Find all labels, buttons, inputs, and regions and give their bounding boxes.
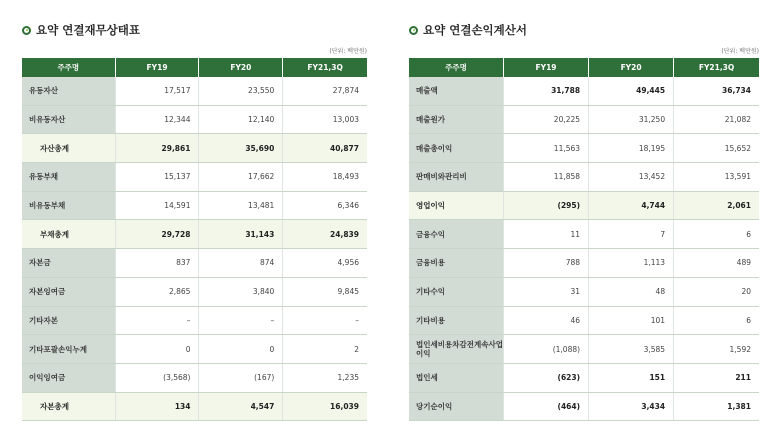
row-label: 자본총계 xyxy=(22,392,115,421)
table-header-row xyxy=(22,58,367,77)
cell-value: (167) xyxy=(199,363,283,392)
income-statement-title-text: 요약 연결손익계산서 xyxy=(423,23,527,37)
cell-value: 27,874 xyxy=(283,77,367,105)
table-row xyxy=(409,134,759,163)
cell-value: 31,788 xyxy=(504,77,589,105)
cell-value: 31,143 xyxy=(199,220,283,249)
cell-value: 3,585 xyxy=(589,335,674,364)
balance-sheet-title-text: 요약 연결재무상태표 xyxy=(36,23,140,37)
row-label: 유동자산 xyxy=(22,77,115,105)
table-header-row xyxy=(409,58,759,77)
table-row xyxy=(22,77,367,105)
table-row xyxy=(22,335,367,364)
cell-value: 2,061 xyxy=(674,191,759,220)
cell-value: 6 xyxy=(674,220,759,249)
cell-value: 13,003 xyxy=(283,105,367,134)
table-row xyxy=(409,363,759,392)
column-header: FY19 xyxy=(504,58,589,77)
cell-value: 29,728 xyxy=(115,220,199,249)
unit-note: (단위: 백만원) xyxy=(721,48,759,55)
bullet-icon xyxy=(409,26,418,35)
cell-value: 13,591 xyxy=(674,163,759,192)
table-row-total xyxy=(22,220,367,249)
column-header: FY20 xyxy=(199,58,283,77)
cell-value: 18,195 xyxy=(589,134,674,163)
cell-value: 21,082 xyxy=(674,105,759,134)
column-header: FY21,3Q xyxy=(674,58,759,77)
row-label: 판매비와관리비 xyxy=(409,163,504,192)
cell-value: 211 xyxy=(674,363,759,392)
table-row xyxy=(409,77,759,105)
row-label: 유동부채 xyxy=(22,163,115,192)
cell-value: 101 xyxy=(589,306,674,335)
table-row xyxy=(22,191,367,220)
cell-value: – xyxy=(199,306,283,335)
row-label: 금융비용 xyxy=(409,249,504,278)
cell-value: – xyxy=(115,306,199,335)
table-row-total xyxy=(22,134,367,163)
cell-value: 13,481 xyxy=(199,191,283,220)
cell-value: 4,547 xyxy=(199,392,283,421)
table-row-total xyxy=(409,191,759,220)
cell-value: 7 xyxy=(589,220,674,249)
row-label: 법인세비용차감전계속사업이익 xyxy=(409,335,504,364)
row-label: 비유동자산 xyxy=(22,105,115,134)
column-header: FY20 xyxy=(589,58,674,77)
cell-value: 46 xyxy=(504,306,589,335)
column-header: FY19 xyxy=(115,58,199,77)
cell-value: (623) xyxy=(504,363,589,392)
cell-value: 29,861 xyxy=(115,134,199,163)
cell-value: 35,690 xyxy=(199,134,283,163)
cell-value: 1,381 xyxy=(674,392,759,421)
cell-value: 6 xyxy=(674,306,759,335)
cell-value: (464) xyxy=(504,392,589,421)
row-label: 이익잉여금 xyxy=(22,363,115,392)
cell-value: 4,744 xyxy=(589,191,674,220)
row-label: 기타자본 xyxy=(22,306,115,335)
cell-value: 17,517 xyxy=(115,77,199,105)
cell-value: 31 xyxy=(504,277,589,306)
cell-value: 11,563 xyxy=(504,134,589,163)
table-row xyxy=(22,363,367,392)
table-row xyxy=(409,220,759,249)
cell-value: 134 xyxy=(115,392,199,421)
table-row xyxy=(22,105,367,134)
row-label: 부채총계 xyxy=(22,220,115,249)
cell-value: 788 xyxy=(504,249,589,278)
cell-value: 3,840 xyxy=(199,277,283,306)
row-label: 금융수익 xyxy=(409,220,504,249)
cell-value: (3,568) xyxy=(115,363,199,392)
cell-value: 1,592 xyxy=(674,335,759,364)
table-row xyxy=(22,277,367,306)
table-row-total xyxy=(22,392,367,421)
table-row xyxy=(22,163,367,192)
cell-value: 874 xyxy=(199,249,283,278)
table-row xyxy=(409,249,759,278)
row-label: 법인세 xyxy=(409,363,504,392)
unit-note: (단위: 백만원) xyxy=(329,48,367,55)
cell-value: 1,113 xyxy=(589,249,674,278)
row-label: 매출총이익 xyxy=(409,134,504,163)
cell-value: 9,845 xyxy=(283,277,367,306)
cell-value: 17,662 xyxy=(199,163,283,192)
column-header: FY21,3Q xyxy=(283,58,367,77)
row-label: 자산총계 xyxy=(22,134,115,163)
row-label: 당기순이익 xyxy=(409,392,504,421)
column-header: 주주명 xyxy=(409,58,504,77)
cell-value: 837 xyxy=(115,249,199,278)
table-row xyxy=(22,249,367,278)
table-row xyxy=(409,163,759,192)
cell-value: 4,956 xyxy=(283,249,367,278)
cell-value: 6,346 xyxy=(283,191,367,220)
cell-value: 3,434 xyxy=(589,392,674,421)
cell-value: 20 xyxy=(674,277,759,306)
cell-value: 16,039 xyxy=(283,392,367,421)
cell-value: 14,591 xyxy=(115,191,199,220)
row-label: 기타포괄손익누계 xyxy=(22,335,115,364)
income-statement-title xyxy=(409,22,527,38)
cell-value: 40,877 xyxy=(283,134,367,163)
cell-value: 489 xyxy=(674,249,759,278)
cell-value: 12,344 xyxy=(115,105,199,134)
row-label: 기타비용 xyxy=(409,306,504,335)
cell-value: 20,225 xyxy=(504,105,589,134)
cell-value: 36,734 xyxy=(674,77,759,105)
cell-value: 12,140 xyxy=(199,105,283,134)
cell-value: 23,550 xyxy=(199,77,283,105)
cell-value: 15,137 xyxy=(115,163,199,192)
cell-value: 0 xyxy=(115,335,199,364)
cell-value: 2 xyxy=(283,335,367,364)
cell-value: 0 xyxy=(199,335,283,364)
balance-sheet-table xyxy=(22,58,367,421)
balance-sheet-title xyxy=(22,22,140,38)
cell-value: 151 xyxy=(589,363,674,392)
table-row xyxy=(409,105,759,134)
table-row xyxy=(409,306,759,335)
row-label: 매출원가 xyxy=(409,105,504,134)
table-row xyxy=(409,277,759,306)
table-row xyxy=(409,335,759,364)
table-row xyxy=(409,392,759,421)
cell-value: 24,839 xyxy=(283,220,367,249)
cell-value: 48 xyxy=(589,277,674,306)
column-header: 주주명 xyxy=(22,58,115,77)
cell-value: 11,858 xyxy=(504,163,589,192)
cell-value: 49,445 xyxy=(589,77,674,105)
row-label: 자본잉여금 xyxy=(22,277,115,306)
cell-value: – xyxy=(283,306,367,335)
cell-value: 1,235 xyxy=(283,363,367,392)
row-label: 매출액 xyxy=(409,77,504,105)
cell-value: 13,452 xyxy=(589,163,674,192)
table-row xyxy=(22,306,367,335)
row-label: 영업이익 xyxy=(409,191,504,220)
cell-value: 15,652 xyxy=(674,134,759,163)
bullet-icon xyxy=(22,26,31,35)
row-label: 비유동부채 xyxy=(22,191,115,220)
row-label: 자본금 xyxy=(22,249,115,278)
cell-value: 2,865 xyxy=(115,277,199,306)
cell-value: 11 xyxy=(504,220,589,249)
cell-value: 31,250 xyxy=(589,105,674,134)
cell-value: (1,088) xyxy=(504,335,589,364)
cell-value: (295) xyxy=(504,191,589,220)
row-label: 기타수익 xyxy=(409,277,504,306)
income-statement-table xyxy=(409,58,759,421)
cell-value: 18,493 xyxy=(283,163,367,192)
